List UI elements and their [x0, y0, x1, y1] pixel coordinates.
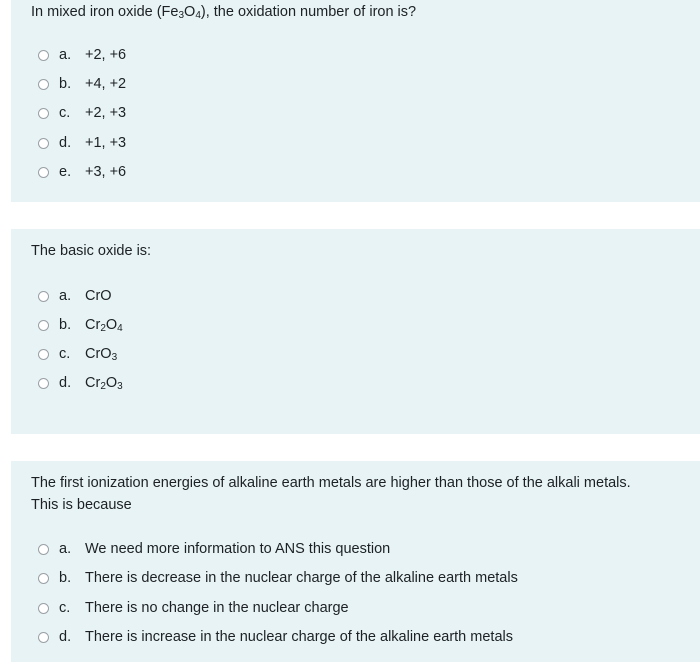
question-3	[11, 461, 700, 662]
q3-option-c[interactable]: c. There is no change in the nuclear charge	[38, 597, 349, 619]
question-3-text: The first ionization energies of alkaline earth metals are higher than those of the alkali metals. This is because	[31, 475, 631, 513]
radio-button[interactable]	[38, 603, 49, 614]
question-2-text: The basic oxide is:	[31, 243, 152, 259]
q1-option-d[interactable]: d. +1, +3	[38, 132, 126, 154]
radio-button[interactable]	[38, 349, 49, 360]
radio-button[interactable]	[38, 167, 49, 178]
radio-button[interactable]	[38, 378, 49, 389]
question-1	[11, 0, 700, 202]
q1-option-a[interactable]: a. +2, +6	[38, 44, 126, 66]
radio-button[interactable]	[38, 320, 49, 331]
q2-option-d[interactable]: d. $Cr_2O_3$	[38, 372, 123, 394]
q3-option-b[interactable]: b. There is decrease in the nuclear charge of the alkaline earth metals	[38, 567, 518, 589]
radio-button[interactable]	[38, 138, 49, 149]
q1-option-c[interactable]: c. +2, +3	[38, 102, 126, 124]
radio-button[interactable]	[38, 291, 49, 302]
radio-button[interactable]	[38, 544, 49, 555]
q3-option-a[interactable]: a. We need more information to ANS this question	[38, 538, 390, 560]
radio-button[interactable]	[38, 50, 49, 61]
q2-option-c[interactable]: c. CrO$_3$	[38, 343, 117, 365]
question-2	[11, 229, 700, 434]
q2-option-a[interactable]: a. CrO	[38, 285, 112, 307]
question-1-text: In mixed iron oxide $(Fe_3O_4)$, the oxidation number of iron is?	[31, 4, 417, 21]
radio-button[interactable]	[38, 573, 49, 584]
radio-button[interactable]	[38, 108, 49, 119]
q1-option-b[interactable]: b. +4, +2	[38, 73, 126, 95]
q3-option-d[interactable]: d. There is increase in the nuclear charge of the alkaline earth metals	[38, 626, 513, 648]
q1-option-e[interactable]: e. +3, +6	[38, 161, 126, 183]
radio-button[interactable]	[38, 632, 49, 643]
radio-button[interactable]	[38, 79, 49, 90]
q2-option-b[interactable]: b. $Cr_2O_4$	[38, 314, 123, 336]
